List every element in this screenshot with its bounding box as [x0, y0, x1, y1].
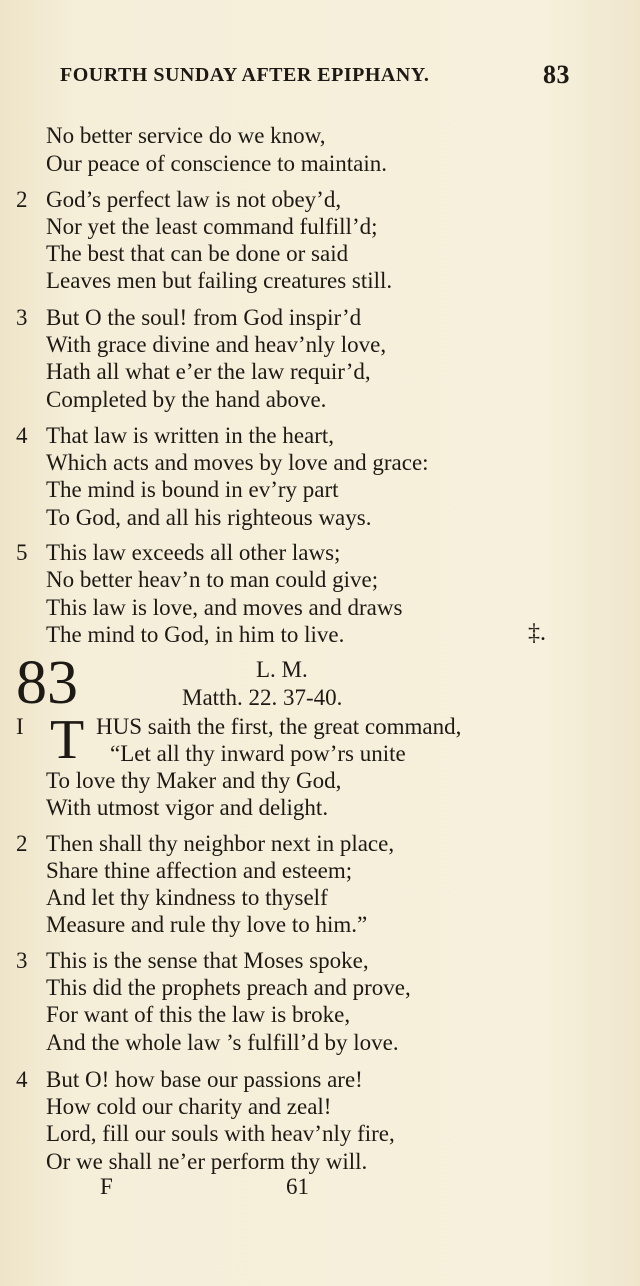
signature-mark: F [100, 1174, 113, 1199]
verse-line: Which acts and moves by love and grace: [46, 450, 429, 475]
verse-line: The best that can be done or said [46, 241, 349, 266]
verse-line: To God, and all his righteous ways. [46, 505, 372, 530]
verse-line: HUS saith the first, the great command, [96, 714, 462, 739]
stanza-number: 3 [16, 948, 28, 973]
verse-line: Our peace of conscience to maintain. [46, 151, 388, 176]
verse-line: This did the prophets preach and prove, [46, 975, 411, 1000]
verse-line: No better heav’n to man could give; [46, 567, 379, 592]
verse-line: Nor yet the least command fulfill’d; [46, 214, 378, 239]
verse-line: That law is written in the heart, [46, 423, 335, 448]
verse-line: The mind is bound in ev’ry part [46, 477, 339, 502]
stanza-number: 5 [16, 540, 28, 565]
verse-line: And the whole law ’s fulfill’d by love. [46, 1030, 399, 1055]
verse-line: Share thine affection and esteem; [46, 858, 353, 883]
stanza-number: 4 [16, 423, 28, 448]
scripture-reference: Matth. 22. 37-40. [182, 685, 343, 710]
end-mark: ‡. [528, 620, 546, 646]
verse-line: No better service do we know, [46, 123, 326, 148]
verse-line: This law exceeds all other laws; [46, 540, 341, 565]
verse-line: How cold our charity and zeal! [46, 1094, 332, 1119]
folio-number: 61 [286, 1174, 309, 1199]
verse-line: Measure and rule thy love to him.” [46, 912, 368, 937]
verse-line: The mind to God, in him to live. [46, 622, 345, 647]
verse-line: To love thy Maker and thy God, [46, 768, 342, 793]
verse-line: But O! how base our passions are! [46, 1067, 363, 1092]
verse-line: For want of this the law is broke, [46, 1002, 351, 1027]
verse-line: This law is love, and moves and draws [46, 595, 403, 620]
verse-line: Leaves men but failing creatures still. [46, 268, 393, 293]
running-title: FOURTH SUNDAY AFTER EPIPHANY. [60, 64, 430, 86]
verse-line: Lord, fill our souls with heav’nly fire, [46, 1121, 395, 1146]
stanza-number: I [16, 714, 24, 739]
stanza-number: 2 [16, 187, 28, 212]
stanza-number: 3 [16, 305, 28, 330]
page-number: 83 [543, 60, 570, 89]
verse-line: And let thy kindness to thyself [46, 885, 328, 910]
hymn-number: 83 [16, 649, 78, 717]
verse-line: This is the sense that Moses spoke, [46, 948, 369, 973]
drop-cap: T [50, 709, 85, 771]
verse-line: “Let all thy inward pow’rs unite [110, 741, 406, 766]
verse-line: Hath all what e’er the law requir’d, [46, 359, 371, 384]
stanza-number: 4 [16, 1067, 28, 1092]
verse-line: Then shall thy neighbor next in place, [46, 831, 395, 856]
verse-line: Completed by the hand above. [46, 387, 327, 412]
stanza-number: 2 [16, 831, 28, 856]
verse-line: Or we shall ne’er perform thy will. [46, 1149, 368, 1174]
hymn-meter: L. M. [256, 657, 308, 682]
verse-line: But O the soul! from God inspir’d [46, 305, 362, 330]
verse-line: With utmost vigor and delight. [46, 795, 329, 820]
verse-line: God’s perfect law is not obey’d, [46, 187, 342, 212]
verse-line: With grace divine and heav’nly love, [46, 332, 387, 357]
